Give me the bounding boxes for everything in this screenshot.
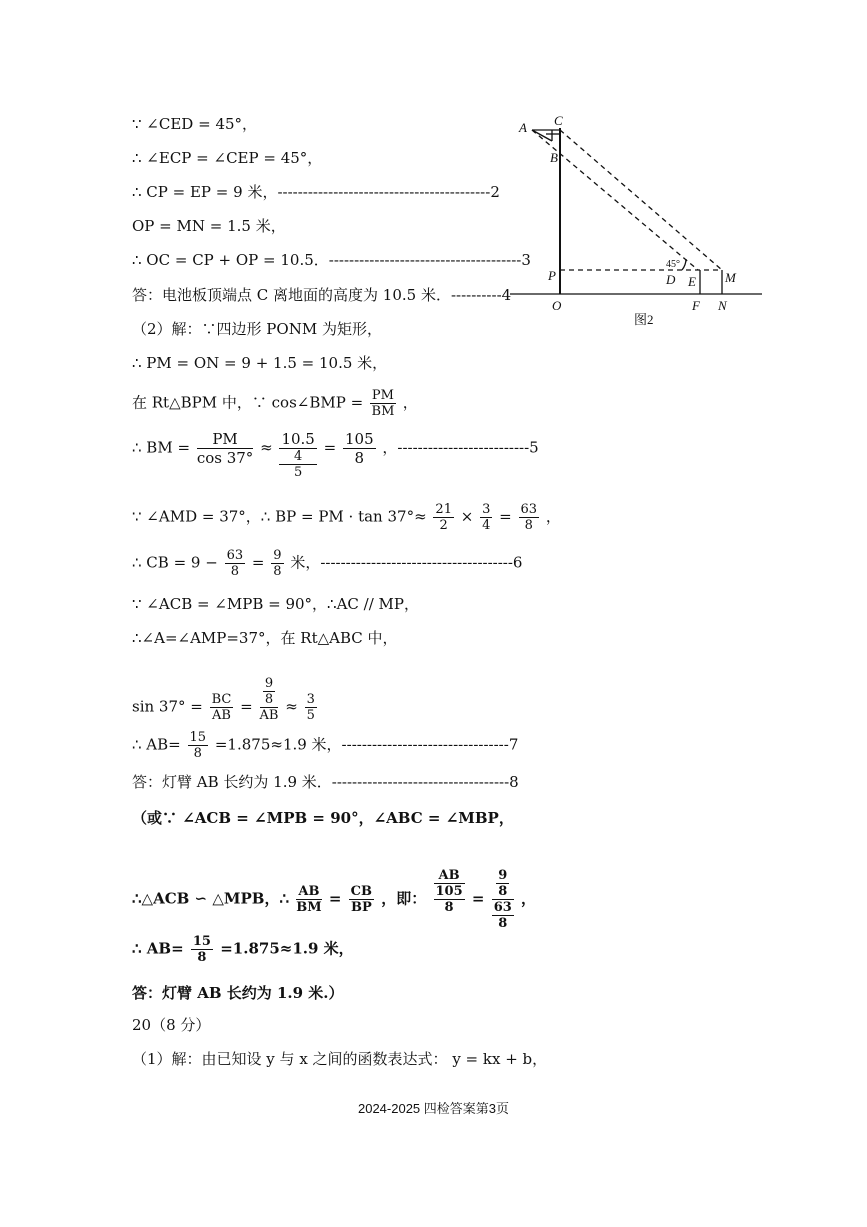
ab2-post: =1.875≈1.9 米， — [220, 939, 354, 958]
bc-over-ab — [210, 692, 234, 723]
solution-line: ∴ ∠ECP = ∠CEP = 45°， — [132, 149, 323, 167]
denominator: AB — [259, 708, 279, 723]
cos-post: ， — [402, 393, 418, 412]
solution-line: 答：灯臂 AB 长约为 1.9 米．-----------------------------------8 — [132, 773, 519, 791]
inner-fraction — [434, 884, 465, 915]
numerator: PM — [371, 388, 394, 403]
numerator: 63 — [493, 900, 512, 915]
similar-triangles-line — [132, 868, 536, 931]
bm-pre: ∴ BM = — [132, 438, 195, 457]
solution-line: （1）解：由已知设 y 与 x 之间的函数表达式： y = kx + b， — [132, 1050, 548, 1068]
denominator: 8 — [264, 692, 274, 707]
numerator: 4 — [279, 449, 316, 465]
ab-pre: ∴ AB= — [132, 735, 181, 754]
numerator: PM — [197, 430, 253, 449]
numerator — [260, 676, 279, 708]
denominator: 5 — [306, 708, 315, 723]
cos-bmp-line — [132, 388, 418, 419]
cb-over-bp — [349, 884, 374, 915]
numerator: AB — [296, 884, 321, 900]
label-o: O — [552, 298, 562, 313]
label-p: P — [548, 268, 556, 283]
denominator: 8 — [498, 884, 508, 899]
complex-fraction — [279, 430, 316, 480]
arm-ab — [532, 130, 552, 141]
solution-line: （或∵ ∠ACB = ∠MPB = 90°，∠ABC = ∠MBP， — [132, 809, 514, 827]
denominator: BM — [296, 900, 322, 915]
denominator: 8 — [444, 900, 454, 915]
angle-label: 45° — [666, 259, 680, 270]
63-over-8 — [519, 502, 540, 533]
denominator: AB — [212, 708, 231, 723]
105-over-8-fraction — [343, 430, 376, 467]
pm-over-cos-fraction — [197, 430, 253, 467]
numerator: 10.5 — [281, 430, 315, 448]
sim-pre: ∴△ACB ∽ △MPB，∴ — [132, 889, 289, 908]
geometry-figure — [510, 110, 770, 340]
numerator: AB — [434, 868, 465, 884]
denominator: 8 — [197, 950, 207, 965]
denominator: cos 37° — [196, 449, 254, 467]
3-over-4 — [480, 502, 492, 533]
denominator: 8 — [230, 564, 239, 579]
numerator: 63 — [226, 548, 244, 563]
approx-sign: ≈ — [285, 697, 298, 716]
solution-line: OP = MN = 1.5 米， — [132, 217, 286, 235]
sin-pre: sin 37° = — [132, 697, 208, 716]
ab-line — [132, 730, 518, 761]
cb-pre: ∴ CB = 9 − — [132, 553, 223, 572]
numerator: 105 — [435, 884, 463, 899]
nine-eighths-over-ab — [260, 676, 279, 723]
numerator: 9 — [498, 868, 508, 883]
inner-fraction — [492, 900, 514, 931]
pm-over-bm-fraction — [370, 388, 396, 419]
approx-sign: ≈ — [260, 438, 273, 457]
numerator: BC — [211, 692, 232, 707]
dashed-cm — [560, 130, 722, 270]
bp-line — [132, 502, 561, 533]
ab-over-105-8 — [434, 868, 465, 915]
inner-fraction — [279, 449, 316, 480]
label-n: N — [718, 298, 727, 313]
numerator: 15 — [189, 730, 207, 745]
numerator: 9 — [264, 676, 274, 691]
label-f: F — [692, 298, 700, 313]
solution-line: ∵ ∠ACB = ∠MPB = 90°，∴AC // MP， — [132, 595, 419, 613]
cb-post: 米，--------------------------------------6 — [290, 553, 523, 572]
bm-line — [132, 430, 539, 480]
solution-line: （2）解：∵四边形 PONM 为矩形， — [132, 320, 382, 338]
denominator: 2 — [439, 518, 448, 533]
label-c: C — [554, 113, 563, 128]
times-sign: × — [460, 507, 474, 526]
solution-line: ∴ OC = CP + OP = 10.5．--------------------------------------3 — [132, 251, 531, 269]
solution-line: ∴ PM = ON = 9 + 1.5 = 10.5 米， — [132, 354, 388, 372]
bp-pre: ∵ ∠AMD = 37°，∴ BP = PM · tan 37°≈ — [132, 507, 427, 526]
equals-sign: = — [323, 438, 337, 457]
equals-sign: = — [240, 697, 253, 716]
15-over-8 — [188, 730, 209, 761]
equals-sign: = — [251, 553, 265, 572]
sin-line — [132, 676, 319, 723]
denominator: BP — [350, 900, 372, 915]
inner-fraction — [263, 676, 275, 707]
ab-post: =1.875≈1.9 米，---------------------------------7 — [214, 735, 519, 754]
label-b: B — [550, 150, 558, 165]
label-a: A — [519, 120, 527, 135]
denominator: 8 — [193, 746, 202, 761]
solution-line: 答：电池板顶端点 C 离地面的高度为 10.5 米．----------4 — [132, 286, 512, 304]
page-footer: 2024-2025 四检答案第3页 — [357, 1101, 509, 1116]
equals-sign: = — [471, 889, 485, 908]
figure-caption: 图2 — [634, 312, 654, 327]
numerator: 21 — [435, 502, 452, 517]
15-over-8 — [191, 934, 213, 965]
numerator: 3 — [306, 692, 315, 707]
21-over-2 — [433, 502, 454, 533]
nine-eighths-over-63-8 — [492, 868, 514, 931]
denominator: 5 — [294, 465, 303, 480]
cos-pre: 在 Rt△BPM 中，∵ cos∠BMP = — [132, 393, 368, 412]
equals-sign: = — [499, 507, 512, 526]
label-d: D — [666, 272, 676, 287]
63-over-8 — [225, 548, 246, 579]
numerator: 63 — [520, 502, 538, 517]
equals-sign: = — [328, 889, 342, 908]
sim-post: ， — [521, 889, 537, 908]
9-over-8 — [271, 548, 283, 579]
numerator — [492, 868, 514, 900]
denominator: 8 — [524, 518, 533, 533]
ab2-pre: ∴ AB= — [132, 939, 184, 958]
solution-line: ∴ CP = EP = 9 米，------------------------------------------2 — [132, 183, 500, 201]
solution-line: 答：灯臂 AB 长约为 1.9 米.） — [132, 984, 344, 1002]
3-over-5 — [305, 692, 317, 723]
label-e: E — [688, 274, 696, 289]
numerator: 15 — [192, 934, 211, 949]
solution-line: 20（8 分） — [132, 1016, 211, 1034]
denominator: 8 — [354, 449, 365, 467]
sim-mid: ，即： — [381, 889, 427, 908]
ab-line-alt — [132, 934, 354, 965]
numerator: 9 — [273, 548, 282, 563]
bp-post: ， — [545, 507, 561, 526]
inner-fraction — [496, 868, 509, 899]
bm-post: ，--------------------------5 — [382, 438, 539, 457]
angle-arc — [682, 259, 686, 270]
denominator: 8 — [498, 916, 508, 931]
solution-line: ∵ ∠CED = 45°， — [132, 115, 258, 133]
denominator: BM — [371, 404, 395, 419]
denominator: 8 — [273, 564, 282, 579]
denominator: 4 — [482, 518, 491, 533]
numerator: CB — [350, 884, 373, 899]
solution-line: ∴∠A=∠AMP=37°，在 Rt△ABC 中， — [132, 629, 398, 647]
ab-over-bm — [296, 884, 321, 915]
cb-line — [132, 548, 522, 579]
numerator: 3 — [482, 502, 491, 517]
numerator: 105 — [344, 430, 374, 448]
label-m: M — [725, 270, 736, 285]
